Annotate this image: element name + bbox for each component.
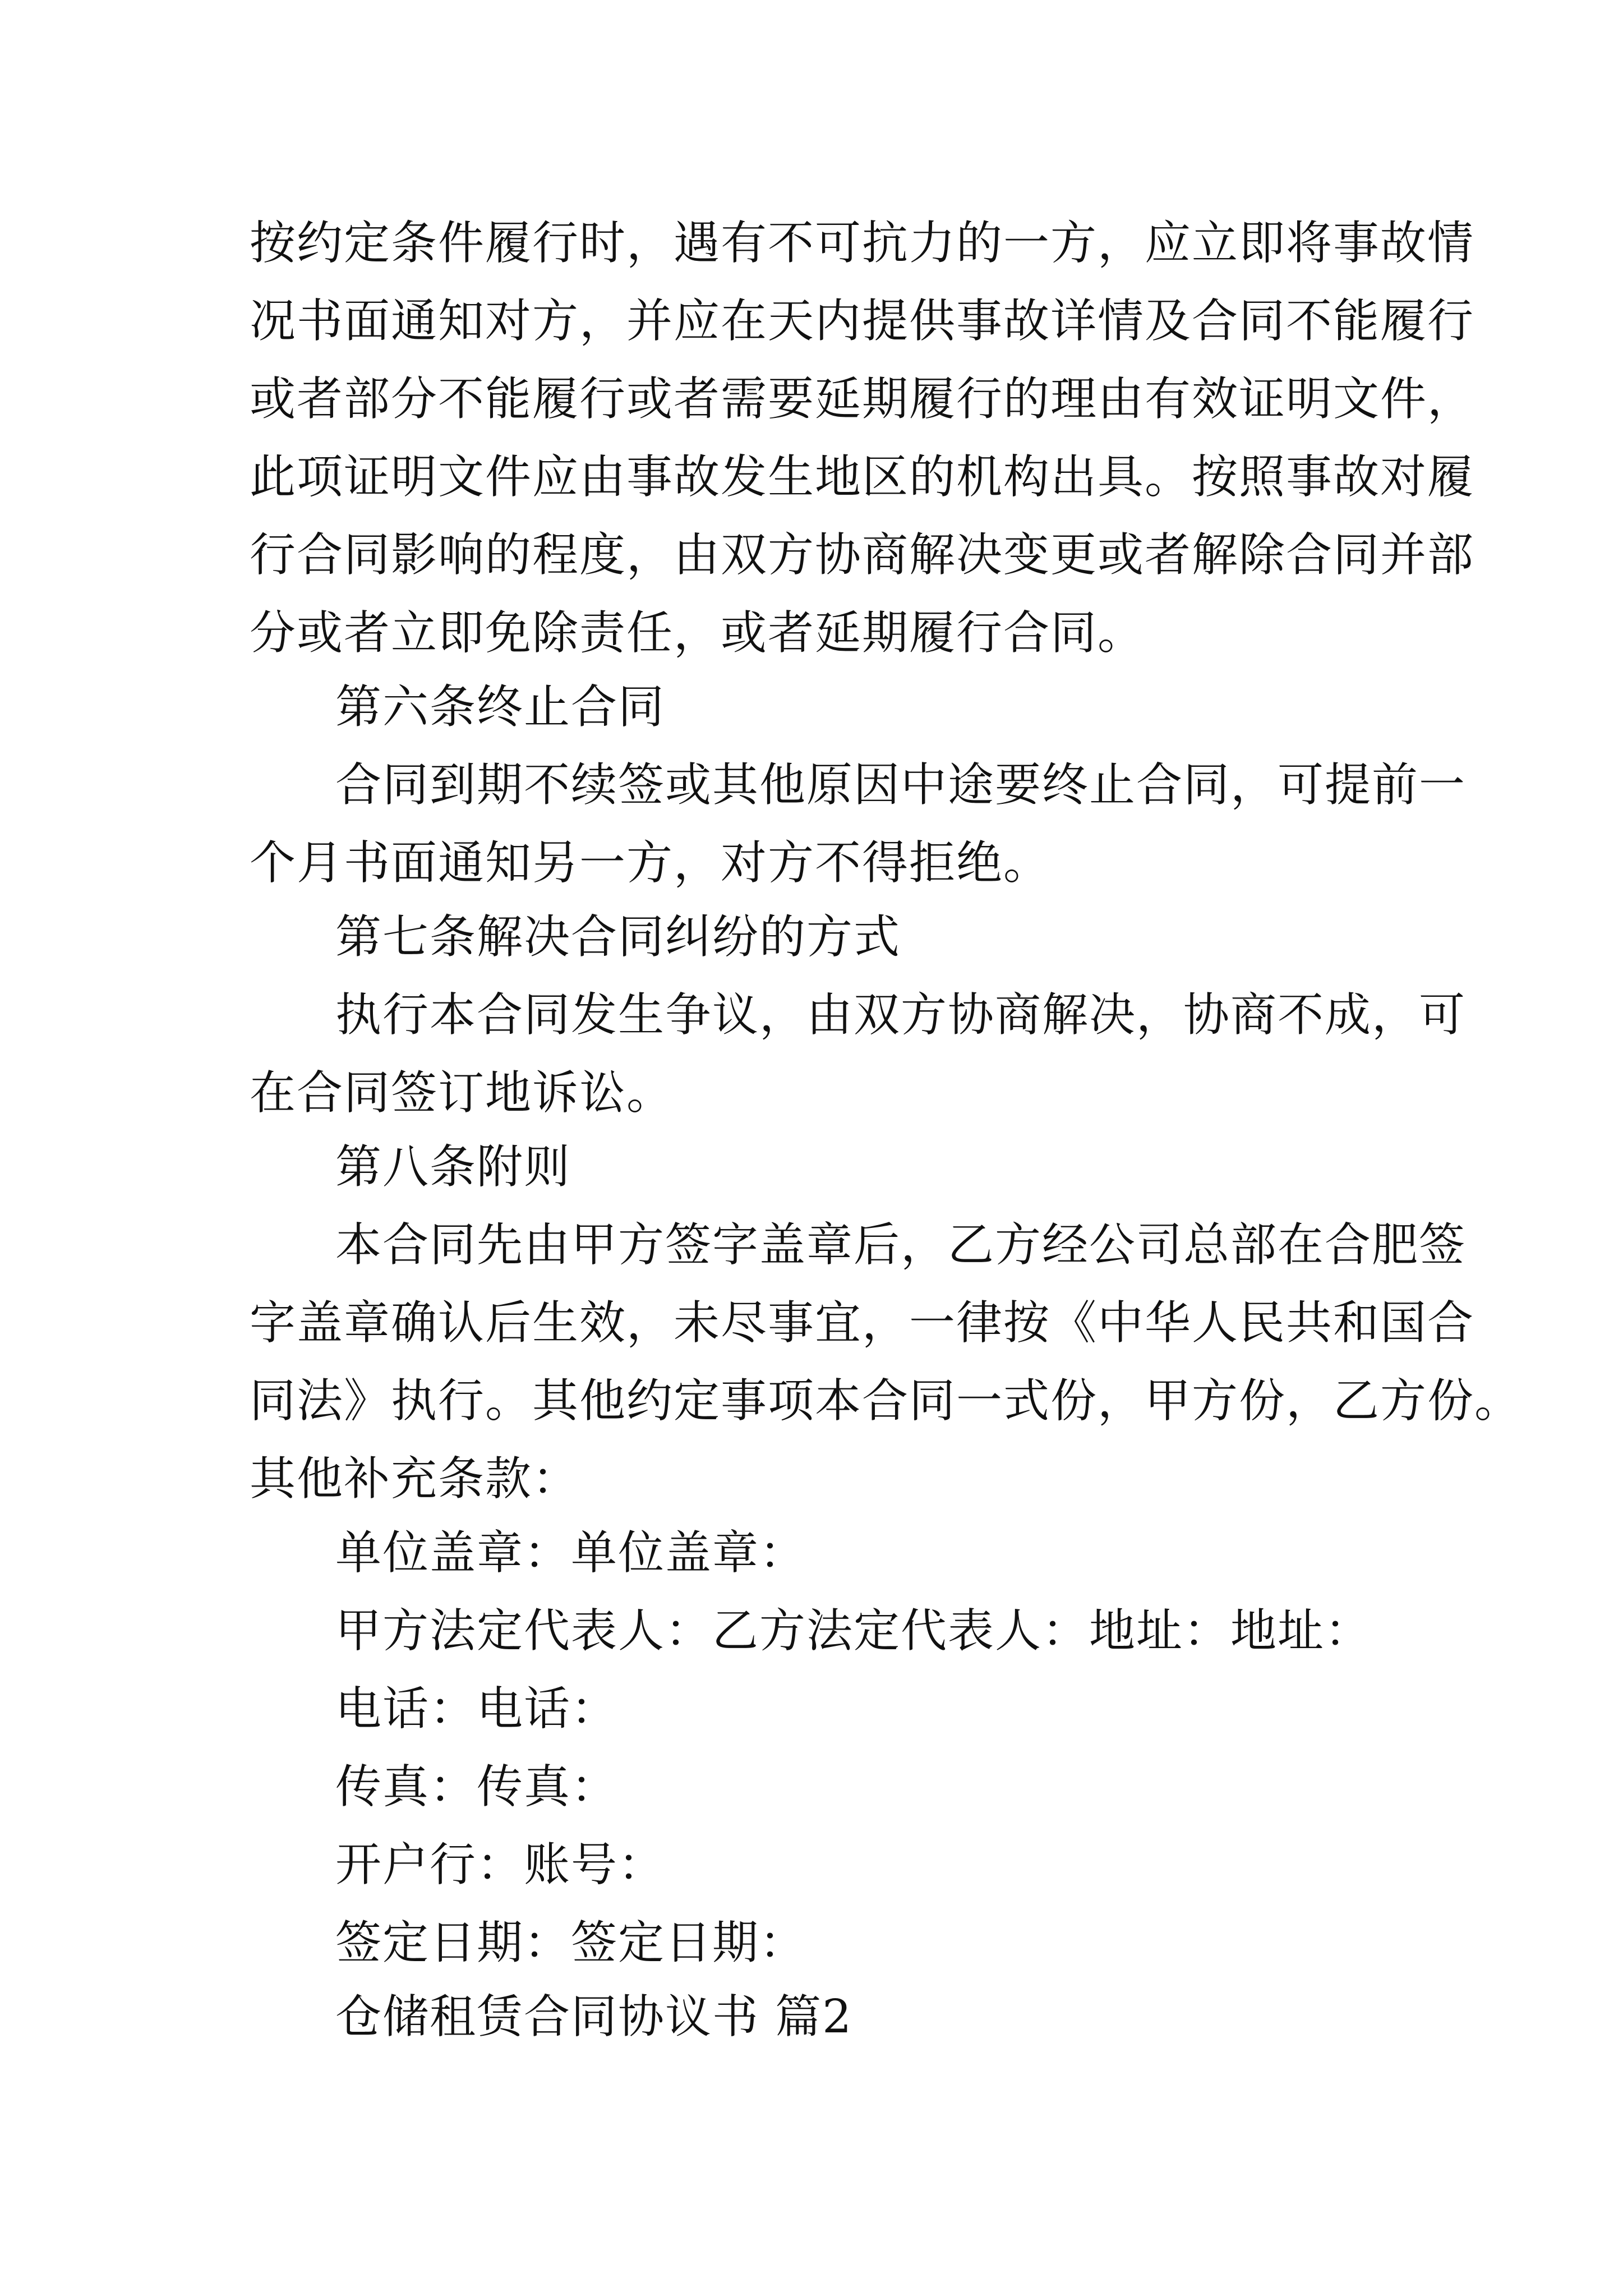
section-heading: 第八条附则 xyxy=(335,1140,571,1194)
next-section-title: 仓储租赁合同协议书 篇2 xyxy=(335,1990,853,2044)
signature-line: 电话：电话： xyxy=(335,1682,619,1736)
paragraph-line: 同法》执行。其他约定事项本合同一式份，甲方份，乙方份。 xyxy=(250,1374,1522,1428)
paragraph-line: 其他补充条款： xyxy=(250,1452,580,1506)
paragraph-line: 字盖章确认后生效，未尽事宜，一律按《中华人民共和国合 xyxy=(250,1296,1475,1350)
signature-line: 开户行：账号： xyxy=(335,1838,666,1892)
signature-line: 签定日期：签定日期： xyxy=(335,1916,807,1970)
paragraph-line: 行合同影响的程度，由双方协商解决变更或者解除合同并部 xyxy=(250,528,1475,582)
paragraph-line: 按约定条件履行时，遇有不可抗力的一方，应立即将事故情 xyxy=(250,217,1475,270)
paragraph-line: 执行本合同发生争议，由双方协商解决，协商不成，可 xyxy=(335,988,1467,1042)
paragraph-line: 个月书面通知另一方，对方不得拒绝。 xyxy=(250,836,1051,890)
paragraph-line: 在合同签订地诉讼。 xyxy=(250,1066,674,1120)
paragraph-line: 合同到期不续签或其他原因中途要终止合同，可提前一 xyxy=(335,758,1467,812)
signature-line: 单位盖章：单位盖章： xyxy=(335,1526,807,1580)
section-heading: 第七条解决合同纠纷的方式 xyxy=(335,910,901,964)
paragraph-line: 此项证明文件应由事故发生地区的机构出具。按照事故对履 xyxy=(250,450,1475,504)
signature-line: 传真：传真： xyxy=(335,1760,619,1814)
paragraph-line: 况书面通知对方，并应在天内提供事故详情及合同不能履行 xyxy=(250,295,1475,348)
paragraph-line: 或者部分不能履行或者需要延期履行的理由有效证明文件， xyxy=(250,372,1475,426)
paragraph-line: 本合同先由甲方签字盖章后，乙方经公司总部在合肥签 xyxy=(335,1218,1467,1272)
paragraph-line: 分或者立即免除责任，或者延期履行合同。 xyxy=(250,606,1145,660)
signature-line: 甲方法定代表人：乙方法定代表人：地址：地址： xyxy=(335,1604,1372,1658)
section-heading: 第六条终止合同 xyxy=(335,680,666,734)
